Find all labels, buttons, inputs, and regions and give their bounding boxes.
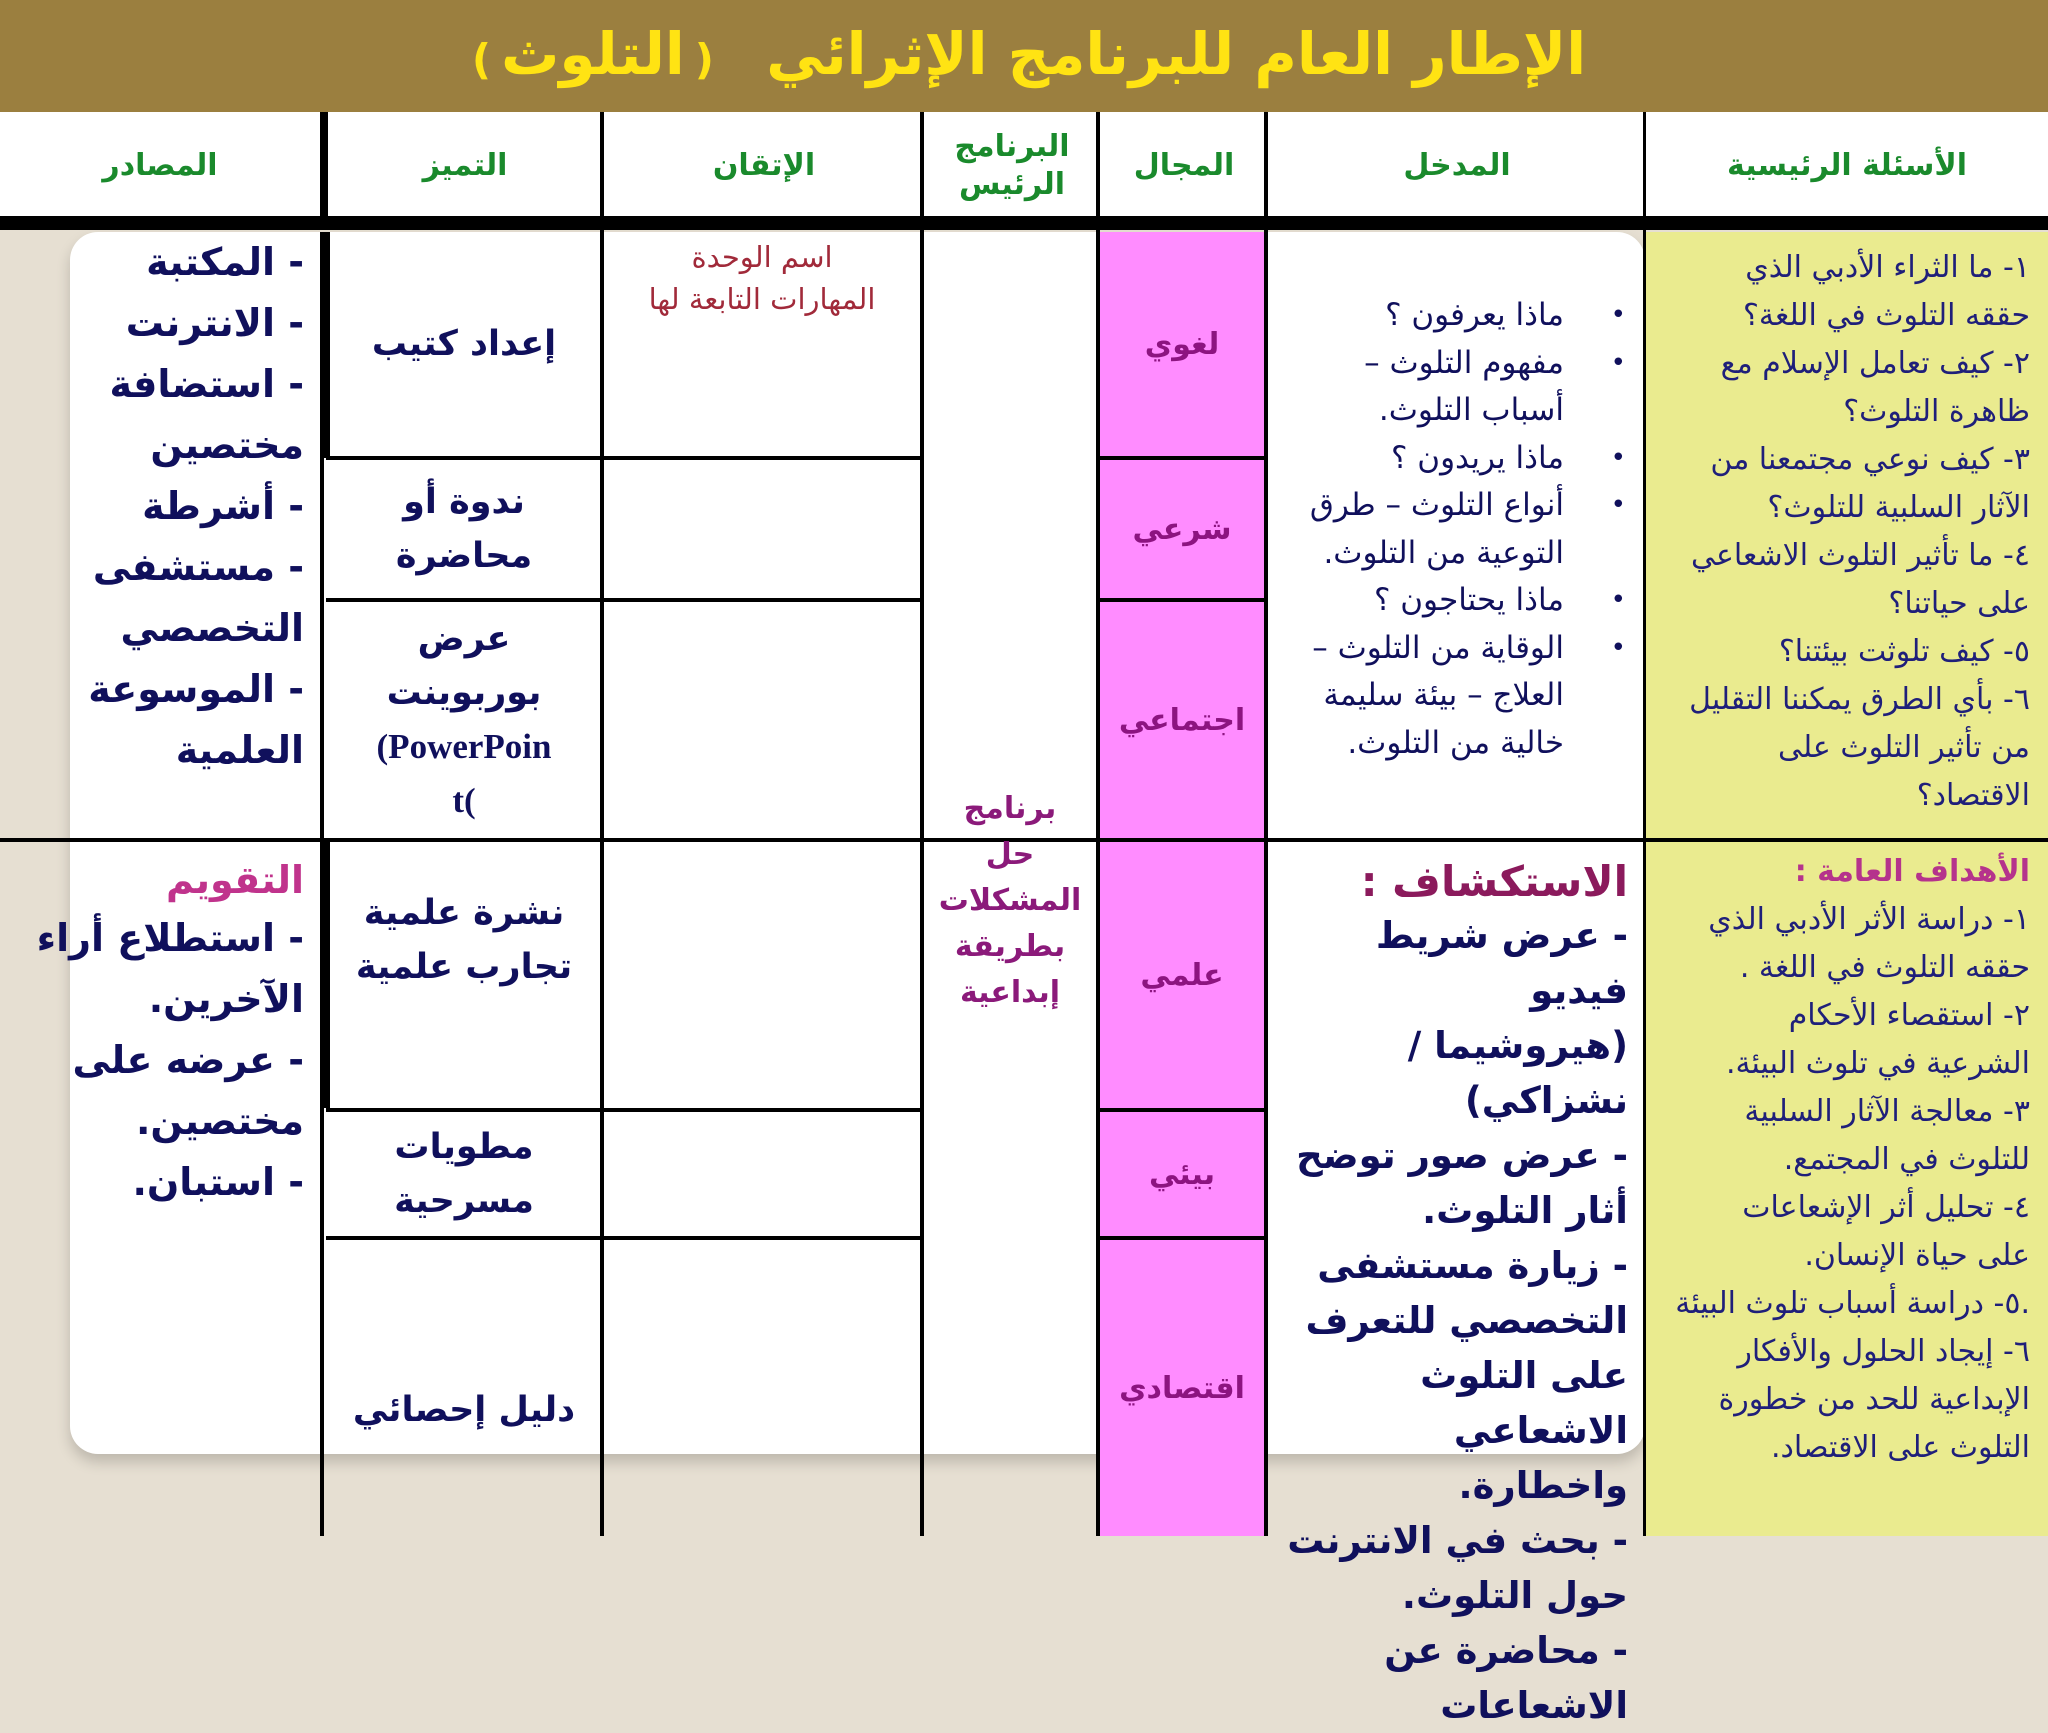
excellence-booklet: إعداد كتيب: [371, 324, 557, 364]
source-line: - أشرطة: [142, 484, 304, 528]
program-line: حل: [985, 837, 1035, 872]
excellence-theater: [328, 1112, 600, 1236]
question-line: على حياتنا؟: [1888, 586, 2030, 621]
goal-line: الإبداعية للحد من خطورة: [1718, 1382, 2030, 1417]
powerpoint-line1: عرض: [417, 619, 511, 659]
intro-bullet: • ماذا يعرفون ؟: [1290, 292, 1626, 340]
question-line: ١- ما الثراء الأدبي الذي: [1745, 250, 2030, 285]
col-line-mastery: [600, 112, 604, 1536]
excellence-powerpoint: [328, 602, 600, 838]
program-line: بطريقة: [954, 929, 1066, 964]
source-line: مختصين: [150, 423, 304, 467]
sources-list: [60, 232, 304, 781]
program-line: المشكلات: [938, 883, 1082, 918]
row-divider-3b: [1100, 1108, 1268, 1112]
exploration-line: الاشعاعات: [1440, 1684, 1628, 1727]
question-line: ظاهرة التلوث؟: [1843, 394, 2030, 429]
exploration-line: (هيروشيما / نشزاكي): [1407, 1024, 1628, 1122]
goal-line: ٣- معالجة الآثار السلبية: [1744, 1094, 2030, 1129]
col-line-questions: [1643, 112, 1646, 1536]
exploration-line: - زيارة مستشفى: [1317, 1244, 1628, 1287]
title-topic: (التلوث): [471, 20, 714, 88]
evaluation-line: - استبان.: [132, 1160, 304, 1204]
title-main: الإطار العام للبرنامج الإثرائي: [766, 20, 1587, 88]
intro-bullet: • الوقاية من التلوث – العلاج – بيئة سليمة خالية من التلوث.: [1290, 625, 1626, 768]
source-line: العلمية: [175, 728, 304, 772]
excellence-bulletin: [328, 880, 600, 1000]
goal-line: .٥- دراسة أسباب تلوث البيئة: [1675, 1286, 2030, 1321]
source-line: التخصصي: [120, 606, 304, 650]
header-questions: الأسئلة الرئيسية: [1727, 148, 1967, 183]
col-line-excellence-head: [320, 112, 328, 220]
source-line: - مستشفى: [92, 545, 304, 589]
question-line: من تأثير التلوث على: [1778, 730, 2030, 765]
goals-list: [1662, 848, 2030, 1472]
powerpoint-line4: t(: [452, 781, 476, 820]
goal-line: ٢- استقصاء الأحكام: [1788, 998, 2030, 1033]
excellence-seminar: [328, 460, 600, 598]
row-divider-1b: [1100, 456, 1268, 460]
goal-line: حققه التلوث في اللغة .: [1739, 950, 2030, 985]
question-line: ٥- كيف تلوثت بيئتنا؟: [1778, 634, 2030, 669]
unit-name: اسم الوحدة: [691, 240, 833, 274]
header-intro: المدخل: [1403, 148, 1511, 183]
row-divider-2b: [1100, 598, 1268, 602]
evaluation-title: التقويم: [165, 858, 304, 902]
question-line: الاقتصاد؟: [1916, 778, 2030, 813]
powerpoint-line3: (PowerPoin: [376, 727, 552, 766]
exploration-line: أثار التلوث.: [1422, 1189, 1628, 1232]
question-line: ٦- بأي الطرق يمكننا التقليل: [1689, 682, 2030, 717]
source-line: - الانترنت: [125, 301, 304, 345]
intro-bullet: • ماذا يريدون ؟: [1290, 435, 1626, 483]
goal-line: التلوث على الاقتصاد.: [1771, 1430, 2030, 1465]
main-program-text: [924, 786, 1096, 1016]
field-cell-social: اجتماعي: [1100, 602, 1264, 838]
goals-title: الأهداف العامة :: [1794, 854, 2030, 889]
question-line: ٤- ما تأثير التلوث الاشعاعي: [1690, 538, 2030, 573]
program-line: برنامج: [963, 791, 1057, 826]
exploration-line: - بحث في الانترنت: [1287, 1519, 1628, 1562]
intro-bullet: • مفهوم التلوث – أسباب التلوث.: [1290, 340, 1626, 435]
evaluation-line: الآخرين.: [148, 977, 304, 1021]
exploration-line: حول التلوث.: [1401, 1574, 1628, 1617]
evaluation-line: - استطلاع أراء: [36, 916, 304, 960]
exploration-block: [1284, 856, 1628, 1727]
col-line-intro: [1264, 112, 1268, 1536]
exploration-line: على التلوث الاشعاعي: [1420, 1354, 1628, 1452]
intro-bullet: • أنواع التلوث – طرق التوعية من التلوث.: [1290, 482, 1626, 577]
evaluation-line: - عرضه على: [72, 1038, 304, 1082]
questions-list: [1662, 244, 2030, 820]
exploration-line: واخطارة.: [1458, 1464, 1628, 1507]
exploration-line: - عرض شريط فيديو: [1375, 914, 1628, 1012]
theater-line1: مطويات: [394, 1127, 534, 1167]
header-mastery: الإتقان: [712, 148, 816, 183]
theater-line2: مسرحية: [394, 1181, 534, 1221]
col-line-field: [1096, 112, 1100, 1536]
field-cell-religious: شرعي: [1100, 460, 1264, 598]
source-line: - الموسوعة: [88, 667, 304, 711]
question-line: ٣- كيف نوعي مجتمعنا من: [1710, 442, 2030, 477]
goal-line: على حياة الإنسان.: [1804, 1238, 2030, 1273]
goal-line: للتلوث في المجتمع.: [1783, 1142, 2030, 1177]
header-divider: [0, 216, 2048, 230]
header-program-line1: البرنامج: [954, 129, 1070, 164]
bulletin-line1: نشرة علمية: [363, 893, 565, 933]
field-cell-scientific: علمي: [1100, 842, 1264, 1108]
program-line: إبداعية: [959, 975, 1061, 1010]
question-line: حققه التلوث في اللغة؟: [1742, 298, 2030, 333]
question-line: الآثار السلبية للتلوث؟: [1767, 490, 2030, 525]
exploration-line: - عرض صور توضح: [1296, 1134, 1628, 1177]
question-line: ٢- كيف تعامل الإسلام مع: [1720, 346, 2030, 381]
bulletin-line2: تجارب علمية: [355, 947, 573, 987]
field-cell-linguistic: لغوي: [1100, 232, 1264, 456]
unit-skills: المهارات التابعة لها: [648, 282, 876, 316]
exploration-title: الاستكشاف :: [1360, 857, 1628, 906]
mastery-text: [604, 236, 920, 320]
goal-line: ٤- تحليل أثر الإشعاعات: [1742, 1190, 2030, 1225]
seminar-line2: محاضرة: [395, 536, 533, 576]
exploration-line: - محاضرة عن: [1384, 1629, 1628, 1672]
goal-line: ٦- إيجاد الحلول والأفكار: [1737, 1334, 2030, 1369]
header-excellence: التميز: [422, 148, 508, 183]
header-program-line2: الرئيس: [958, 167, 1066, 202]
field-cell-economic: اقتصادي: [1100, 1240, 1264, 1536]
field-cell-environmental: بيئي: [1100, 1112, 1264, 1236]
source-line: - استضافة: [109, 362, 304, 406]
intro-bullet: • ماذا يحتاجون ؟: [1290, 577, 1626, 625]
page-title: [0, 8, 2048, 106]
exploration-line: التخصصي للتعرف: [1305, 1299, 1628, 1342]
row-divider-4b: [1100, 1236, 1268, 1240]
evaluation-block: [30, 852, 304, 1213]
intro-bullets: [1290, 292, 1626, 767]
goal-line: الشرعية في تلوث البيئة.: [1725, 1046, 2030, 1081]
excellence-stats: دليل إحصائي: [352, 1390, 576, 1430]
evaluation-line: مختصين.: [135, 1099, 304, 1143]
powerpoint-line2: بوربوينت: [386, 673, 542, 713]
header-sources: المصادر: [102, 148, 218, 183]
goal-line: ١- دراسة الأثر الأدبي الذي: [1708, 902, 2030, 937]
source-line: - المكتبة: [146, 240, 304, 284]
row-divider-4: [326, 1236, 924, 1240]
header-main-program: [924, 112, 1100, 220]
seminar-line1: ندوة أو: [403, 482, 525, 522]
header-field: المجال: [1133, 148, 1235, 183]
